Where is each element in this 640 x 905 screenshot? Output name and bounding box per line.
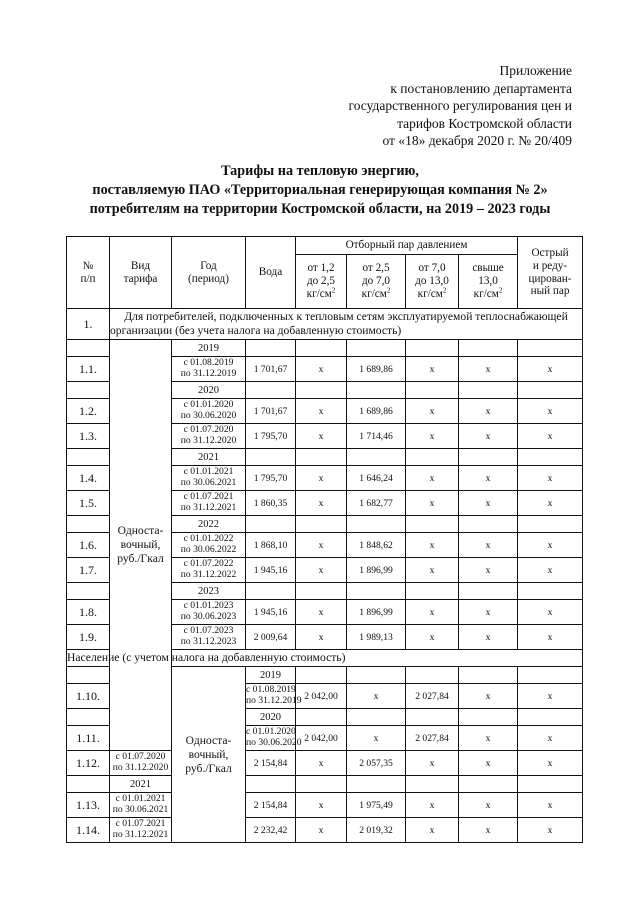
pressure-1-value: х [296, 818, 347, 843]
sharp-steam-value: х [518, 558, 583, 583]
section-number: 1. [67, 309, 110, 340]
header-sharp-steam: Острый и реду- цирован- ный пар [518, 237, 583, 309]
pressure-4-value: х [459, 558, 518, 583]
water-value: 1 945,16 [246, 600, 296, 625]
period-cell: с 01.01.2023 по 30.06.2023 [172, 600, 246, 625]
water-value: 1 868,10 [246, 533, 296, 558]
empty-cell [347, 667, 406, 684]
empty-cell [246, 776, 296, 793]
empty-cell [518, 340, 583, 357]
section-title: Население (с учетом налога на добавленную стоимость) [67, 650, 583, 667]
water-value: 2 232,42 [246, 818, 296, 843]
empty-cell [406, 776, 459, 793]
pressure-2-value: 2 027,84 [406, 726, 459, 751]
empty-cell [406, 667, 459, 684]
year-label: 2021 [110, 776, 172, 793]
empty-cell [459, 449, 518, 466]
pressure-4-value: х [459, 751, 518, 776]
period-cell: с 01.07.2020 по 31.12.2020 [110, 751, 172, 776]
pressure-4-value: х [459, 399, 518, 424]
empty-cell [518, 382, 583, 399]
water-value: 2 042,00 [296, 726, 347, 751]
row-number: 1.13. [67, 793, 110, 818]
empty-cell [67, 776, 110, 793]
header-tariff-type: Вид тарифа [110, 237, 172, 309]
empty-cell [518, 516, 583, 533]
row-number: 1.5. [67, 491, 110, 516]
empty-cell [246, 583, 296, 600]
header-year: Год (период) [172, 237, 246, 309]
header-pressure-4: свыше 13,0 $кг/см^2$ [459, 255, 518, 309]
empty-cell [347, 516, 406, 533]
title-line: потребителям на территории Костромской области, на 2019 – 2023 годы [89, 200, 551, 217]
water-value: 1 795,70 [246, 424, 296, 449]
empty-cell [406, 583, 459, 600]
pressure-4-value: х [518, 726, 583, 751]
row-number: 1.4. [67, 466, 110, 491]
pressure-1-value: х [296, 466, 347, 491]
empty-cell [347, 709, 406, 726]
empty-cell [67, 340, 110, 357]
pressure-2-value: 1 896,99 [347, 600, 406, 625]
empty-cell [347, 340, 406, 357]
pressure-4-value: х [459, 625, 518, 650]
title-line: поставляемую ПАО «Территориальная генерирующая компания № 2» [92, 181, 548, 198]
pressure-3-value: х [406, 558, 459, 583]
pressure-4-value: х [459, 466, 518, 491]
row-number: 1.12. [67, 751, 110, 776]
pressure-2-value: 1 689,86 [347, 399, 406, 424]
period-cell: с 01.01.2021 по 30.06.2021 [110, 793, 172, 818]
pressure-3-value: х [406, 491, 459, 516]
water-value: 2 154,84 [246, 793, 296, 818]
pressure-4-value: х [518, 684, 583, 709]
empty-cell [459, 382, 518, 399]
sharp-steam-value: х [518, 751, 583, 776]
sharp-steam-value: х [518, 466, 583, 491]
section-title: Для потребителей, подключенных к тепловым сетям эксплуатируемой теплоснабжающей организации (без учета налога на добавленную стоимость) [110, 309, 583, 340]
header-pressure-2: от 2,5 до 7,0 $кг/см^2$ [347, 255, 406, 309]
pressure-2-value: 1 714,46 [347, 424, 406, 449]
period-cell: с 01.07.2021 по 31.12.2021 [110, 818, 172, 843]
empty-cell [246, 449, 296, 466]
row-number: 1.6. [67, 533, 110, 558]
empty-cell [67, 382, 110, 399]
year-row [67, 340, 583, 357]
sharp-steam-value: х [518, 357, 583, 382]
period-cell: с 01.07.2020 по 31.12.2020 [172, 424, 246, 449]
empty-cell [459, 776, 518, 793]
empty-cell [406, 340, 459, 357]
empty-cell [246, 382, 296, 399]
empty-cell [518, 776, 583, 793]
header-pressure-1: от 1,2 до 2,5 $кг/см^2$ [296, 255, 347, 309]
pressure-2-value: 1 682,77 [347, 491, 406, 516]
empty-cell [459, 583, 518, 600]
pressure-3-value: х [406, 466, 459, 491]
row-number: 1.10. [67, 684, 110, 709]
row-number: 1.3. [67, 424, 110, 449]
pressure-1-value: х [296, 625, 347, 650]
section-row [67, 309, 583, 340]
water-value: 1 860,35 [246, 491, 296, 516]
year-label: 2019 [172, 340, 246, 357]
tariff-table [66, 236, 583, 843]
table-row [67, 793, 583, 818]
pressure-3-value: х [406, 533, 459, 558]
empty-cell [246, 340, 296, 357]
pressure-3-value: х [406, 625, 459, 650]
appendix-line: к постановлению департамента [390, 80, 572, 96]
period-cell: с 01.07.2021 по 31.12.2021 [172, 491, 246, 516]
empty-cell [67, 709, 110, 726]
empty-cell [347, 382, 406, 399]
pressure-1-value: х [296, 491, 347, 516]
water-value: 2 042,00 [296, 684, 347, 709]
table-row [67, 818, 583, 843]
empty-cell [347, 449, 406, 466]
year-label: 2020 [246, 709, 296, 726]
pressure-1-value: х [296, 424, 347, 449]
empty-cell [246, 516, 296, 533]
appendix-line: Приложение [499, 63, 572, 78]
empty-cell [459, 667, 518, 684]
appendix-line: от «18» декабря 2020 г. № 20/409 [382, 133, 572, 149]
header-num: № п/п [67, 237, 110, 309]
year-label: 2020 [172, 382, 246, 399]
pressure-2-value: 1 975,49 [347, 793, 406, 818]
year-label: 2019 [246, 667, 296, 684]
pressure-2-value: 2 019,32 [347, 818, 406, 843]
pressure-2-value: 2 057,35 [347, 751, 406, 776]
appendix-line: тарифов Костромской области [397, 115, 572, 131]
tariff-type-cell: Односта- вочный, руб./Гкал [110, 340, 172, 751]
row-number: 1.11. [67, 726, 110, 751]
year-label: 2021 [172, 449, 246, 466]
sharp-steam-value: х [518, 424, 583, 449]
empty-cell [518, 709, 583, 726]
period-cell: с 01.01.2020 по 30.06.2020 [172, 399, 246, 424]
sharp-steam-value: х [518, 399, 583, 424]
pressure-4-value: х [459, 424, 518, 449]
period-cell: с 01.08.2019 по 31.12.2019 [172, 357, 246, 382]
pressure-1-value: х [296, 751, 347, 776]
year-label: 2023 [172, 583, 246, 600]
appendix-block [349, 62, 572, 150]
water-value: 1 945,16 [246, 558, 296, 583]
pressure-4-value: х [459, 793, 518, 818]
title-line: Тарифы на тепловую энергию, [221, 163, 419, 179]
pressure-3-value: х [459, 684, 518, 709]
empty-cell [406, 449, 459, 466]
row-number: 1.14. [67, 818, 110, 843]
empty-cell [67, 516, 110, 533]
empty-cell [67, 449, 110, 466]
water-value: 2 154,84 [246, 751, 296, 776]
sharp-steam-value: х [518, 625, 583, 650]
empty-cell [518, 667, 583, 684]
pressure-2-value: 1 646,24 [347, 466, 406, 491]
empty-cell [459, 709, 518, 726]
pressure-2-value: 2 027,84 [406, 684, 459, 709]
pressure-1-value: х [347, 684, 406, 709]
row-number: 1.9. [67, 625, 110, 650]
period-cell: с 01.01.2022 по 30.06.2022 [172, 533, 246, 558]
row-number: 1.7. [67, 558, 110, 583]
appendix-line: государственного регулирования цен и [348, 98, 572, 114]
year-row [67, 776, 583, 793]
empty-cell [296, 516, 347, 533]
pressure-3-value: х [406, 751, 459, 776]
header-pressure-3: от 7,0 до 13,0 $кг/см^2$ [406, 255, 459, 309]
row-number: 1.8. [67, 600, 110, 625]
pressure-3-value: х [406, 357, 459, 382]
pressure-1-value: х [296, 533, 347, 558]
header-row [67, 237, 583, 255]
pressure-3-value: х [406, 600, 459, 625]
water-value: 2 009,64 [246, 625, 296, 650]
header-water: Вода [246, 237, 296, 309]
empty-cell [347, 583, 406, 600]
row-number: 1.1. [67, 357, 110, 382]
table-row [67, 751, 583, 776]
empty-cell [67, 667, 110, 684]
pressure-2-value: 1 896,99 [347, 558, 406, 583]
sharp-steam-value: х [518, 793, 583, 818]
row-number: 1.2. [67, 399, 110, 424]
empty-cell [296, 776, 347, 793]
pressure-2-value: 1 848,62 [347, 533, 406, 558]
header-steam-group: Отборный пар давлением [296, 237, 518, 255]
empty-cell [518, 449, 583, 466]
pressure-4-value: х [459, 357, 518, 382]
period-cell: с 01.01.2021 по 30.06.2021 [172, 466, 246, 491]
period-cell: с 01.01.2020 по 30.06.2020 [246, 726, 296, 751]
pressure-2-value: 1 989,13 [347, 625, 406, 650]
pressure-3-value: х [406, 793, 459, 818]
sharp-steam-value: х [518, 600, 583, 625]
water-value: 1 701,67 [246, 399, 296, 424]
water-value: 1 795,70 [246, 466, 296, 491]
empty-cell [296, 667, 347, 684]
pressure-1-value: х [296, 399, 347, 424]
empty-cell [406, 382, 459, 399]
document-title [60, 162, 580, 218]
period-cell: с 01.07.2023 по 31.12.2023 [172, 625, 246, 650]
pressure-1-value: х [347, 726, 406, 751]
pressure-1-value: х [296, 793, 347, 818]
empty-cell [406, 709, 459, 726]
empty-cell [347, 776, 406, 793]
period-cell: с 01.08.2019 по 31.12.2019 [246, 684, 296, 709]
empty-cell [67, 583, 110, 600]
pressure-3-value: х [406, 399, 459, 424]
empty-cell [296, 709, 347, 726]
pressure-3-value: х [406, 424, 459, 449]
section-row [67, 650, 583, 667]
empty-cell [296, 382, 347, 399]
pressure-2-value: 1 689,86 [347, 357, 406, 382]
tariff-type-cell: Односта- вочный, руб./Гкал [172, 667, 246, 843]
water-value: 1 701,67 [246, 357, 296, 382]
pressure-1-value: х [296, 558, 347, 583]
empty-cell [518, 583, 583, 600]
empty-cell [406, 516, 459, 533]
pressure-4-value: х [459, 533, 518, 558]
empty-cell [296, 583, 347, 600]
empty-cell [459, 340, 518, 357]
pressure-3-value: х [406, 818, 459, 843]
pressure-1-value: х [296, 600, 347, 625]
year-label: 2022 [172, 516, 246, 533]
sharp-steam-value: х [518, 818, 583, 843]
pressure-1-value: х [296, 357, 347, 382]
sharp-steam-value: х [518, 491, 583, 516]
pressure-4-value: х [459, 491, 518, 516]
pressure-4-value: х [459, 818, 518, 843]
period-cell: с 01.07.2022 по 31.12.2022 [172, 558, 246, 583]
sharp-steam-value: х [518, 533, 583, 558]
empty-cell [459, 516, 518, 533]
pressure-3-value: х [459, 726, 518, 751]
pressure-4-value: х [459, 600, 518, 625]
empty-cell [296, 449, 347, 466]
empty-cell [296, 340, 347, 357]
